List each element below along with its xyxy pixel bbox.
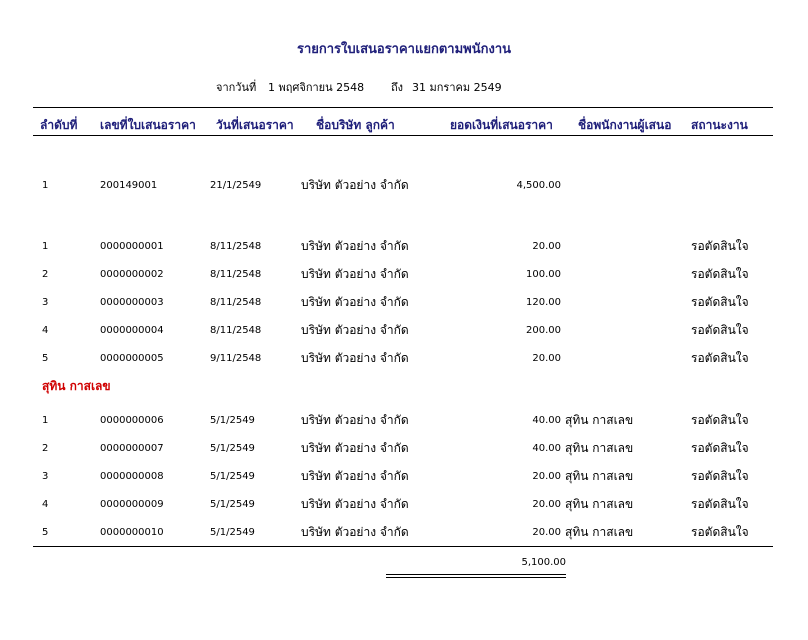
row-quote-number: 0000000010 <box>100 527 164 538</box>
row-quote-number: 0000000006 <box>100 415 164 426</box>
row-quote-date: 21/1/2549 <box>210 180 262 191</box>
row-quote-date: 8/11/2548 <box>210 269 262 280</box>
row-staff: สุทิน กาสเลข <box>565 469 634 483</box>
row-quote-number: 0000000005 <box>100 353 164 364</box>
row-no: 5 <box>42 527 49 538</box>
row-no: 1 <box>42 241 49 252</box>
row-quote-number: 0000000002 <box>100 269 164 280</box>
total-double-underline <box>386 574 566 578</box>
row-customer: บริษัท ตัวอย่าง จำกัด <box>301 239 409 253</box>
row-quote-date: 5/1/2549 <box>210 499 255 510</box>
row-quote-date: 5/1/2549 <box>210 527 255 538</box>
row-no: 3 <box>42 471 49 482</box>
row-quote-number: 0000000004 <box>100 325 164 336</box>
col-header-doc: เลขที่ใบเสนอราคา <box>100 118 196 132</box>
row-amount: 20.00 <box>532 353 561 364</box>
row-staff: สุทิน กาสเลข <box>565 413 634 427</box>
row-status: รอตัดสินใจ <box>691 497 749 511</box>
from-label: จากวันที่ <box>216 81 257 94</box>
row-quote-date: 5/1/2549 <box>210 415 255 426</box>
group-header-staff: สุทิน กาสเลข <box>42 379 111 393</box>
row-status: รอตัดสินใจ <box>691 469 749 483</box>
grand-total: 5,100.00 <box>521 557 566 568</box>
row-no: 4 <box>42 499 49 510</box>
row-amount: 20.00 <box>532 527 561 538</box>
row-no: 5 <box>42 353 49 364</box>
to-label: ถึง <box>391 81 404 94</box>
row-amount: 4,500.00 <box>516 180 561 191</box>
row-customer: บริษัท ตัวอย่าง จำกัด <box>301 323 409 337</box>
row-quote-date: 9/11/2548 <box>210 353 262 364</box>
col-header-staff: ชื่อพนักงานผู้เสนอ <box>578 118 672 132</box>
from-date: 1 พฤศจิกายน 2548 <box>268 81 365 94</box>
row-no: 2 <box>42 269 49 280</box>
row-quote-number: 200149001 <box>100 180 158 191</box>
row-amount: 40.00 <box>532 415 561 426</box>
row-amount: 20.00 <box>532 241 561 252</box>
row-quote-date: 5/1/2549 <box>210 471 255 482</box>
row-quote-date: 8/11/2548 <box>210 241 262 252</box>
report-title: รายการใบเสนอราคาแยกตามพนักงาน <box>296 42 512 57</box>
row-amount: 20.00 <box>532 471 561 482</box>
total-top-rule <box>33 546 773 547</box>
row-customer: บริษัท ตัวอย่าง จำกัด <box>301 267 409 281</box>
col-header-amount: ยอดเงินที่เสนอราคา <box>450 118 553 132</box>
row-quote-number: 0000000009 <box>100 499 164 510</box>
row-staff: สุทิน กาสเลข <box>565 497 634 511</box>
row-quote-date: 8/11/2548 <box>210 297 262 308</box>
header-top-rule <box>33 107 773 108</box>
row-quote-number: 0000000008 <box>100 471 164 482</box>
row-customer: บริษัท ตัวอย่าง จำกัด <box>301 413 409 427</box>
row-quote-number: 0000000007 <box>100 443 164 454</box>
row-status: รอตัดสินใจ <box>691 239 749 253</box>
row-quote-number: 0000000003 <box>100 297 164 308</box>
row-status: รอตัดสินใจ <box>691 295 749 309</box>
to-date: 31 มกราคม 2549 <box>412 81 502 94</box>
header-bottom-rule <box>33 135 773 136</box>
row-customer: บริษัท ตัวอย่าง จำกัด <box>301 441 409 455</box>
col-header-customer: ชื่อบริษัท ลูกค้า <box>316 118 395 132</box>
row-customer: บริษัท ตัวอย่าง จำกัด <box>301 295 409 309</box>
row-staff: สุทิน กาสเลข <box>565 525 634 539</box>
col-header-no: ลำดับที่ <box>40 118 78 132</box>
col-header-date: วันที่เสนอราคา <box>216 118 294 132</box>
row-amount: 200.00 <box>526 325 561 336</box>
row-amount: 20.00 <box>532 499 561 510</box>
row-amount: 40.00 <box>532 443 561 454</box>
row-no: 1 <box>42 415 49 426</box>
row-customer: บริษัท ตัวอย่าง จำกัด <box>301 178 409 192</box>
row-status: รอตัดสินใจ <box>691 267 749 281</box>
row-status: รอตัดสินใจ <box>691 413 749 427</box>
row-no: 1 <box>42 180 49 191</box>
row-status: รอตัดสินใจ <box>691 351 749 365</box>
row-customer: บริษัท ตัวอย่าง จำกัด <box>301 525 409 539</box>
row-quote-date: 8/11/2548 <box>210 325 262 336</box>
row-no: 3 <box>42 297 49 308</box>
col-header-status: สถานะงาน <box>691 118 748 132</box>
row-no: 4 <box>42 325 49 336</box>
row-quote-date: 5/1/2549 <box>210 443 255 454</box>
row-status: รอตัดสินใจ <box>691 525 749 539</box>
row-status: รอตัดสินใจ <box>691 441 749 455</box>
row-amount: 100.00 <box>526 269 561 280</box>
row-amount: 120.00 <box>526 297 561 308</box>
row-customer: บริษัท ตัวอย่าง จำกัด <box>301 351 409 365</box>
row-customer: บริษัท ตัวอย่าง จำกัด <box>301 469 409 483</box>
row-no: 2 <box>42 443 49 454</box>
row-customer: บริษัท ตัวอย่าง จำกัด <box>301 497 409 511</box>
row-staff: สุทิน กาสเลข <box>565 441 634 455</box>
row-status: รอตัดสินใจ <box>691 323 749 337</box>
row-quote-number: 0000000001 <box>100 241 164 252</box>
